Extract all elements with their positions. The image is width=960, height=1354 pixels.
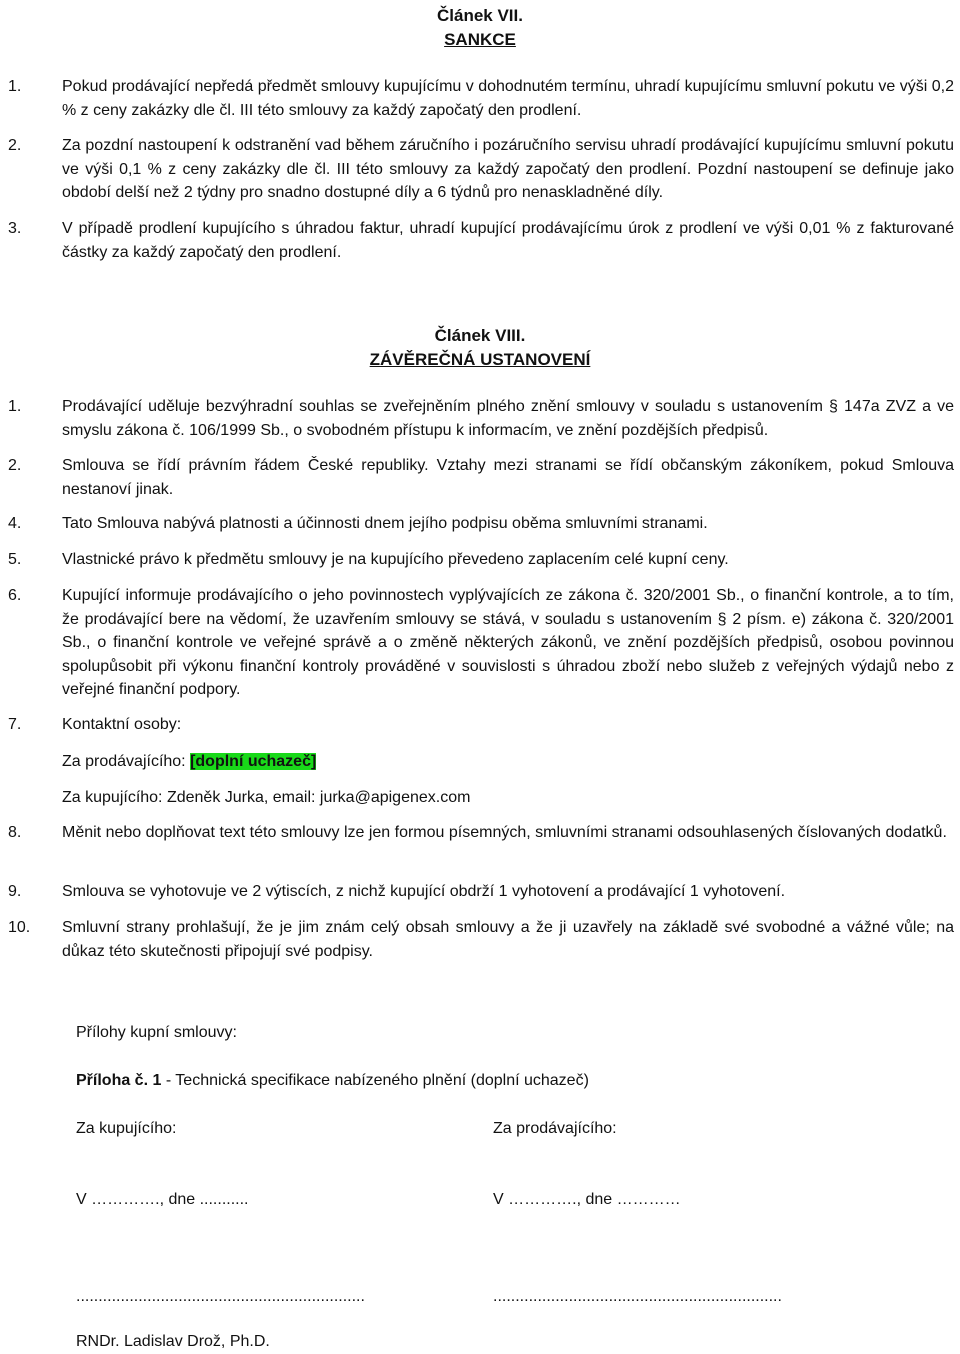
final-item-4	[8, 512, 954, 536]
seller-signature-line: .................................................................	[493, 1288, 782, 1305]
buyer-place-date: V …………., dne ...........	[76, 1191, 249, 1208]
item-number: 1.	[8, 398, 22, 415]
seller-place-date: V …………., dne …………	[493, 1191, 681, 1208]
seller-contact-label: Za prodávajícího:	[62, 753, 191, 770]
final-item-9	[8, 880, 954, 904]
annex-1	[76, 1069, 589, 1093]
item-text: Smlouva se řídí právním řádem České republiky. Vztahy mezi stranami se řídí občanským zákoníkem, pokud Smlouva nestanoví jinak.	[62, 457, 954, 498]
buyer-signature-label: Za kupujícího:	[76, 1120, 177, 1137]
item-text: Vlastnické právo k předmětu smlouvy je na kupujícího převedeno zaplacením celé kupní ceny.	[62, 551, 729, 568]
sankce-item-3	[8, 217, 954, 264]
item-number: 1.	[8, 78, 22, 95]
item-text: Prodávající uděluje bezvýhradní souhlas se zveřejněním plného znění smlouvy v souladu s ustanovením § 147a ZVZ a ve smyslu zákona č. 106/1999 Sb., o svobodném přístupu k informacím, ve znění pozdějších předpisů.	[62, 398, 954, 439]
article-viii-subtitle: ZÁVĚREČNÁ USTANOVENÍ	[369, 350, 591, 369]
item-number: 7.	[8, 716, 22, 733]
item-text: Smluvní strany prohlašují, že je jim znám celý obsah smlouvy a že ji uzavřely na základě své svobodné a vážné vůle; na důkaz této skutečnosti připojují své podpisy.	[62, 919, 954, 960]
item-number: 5.	[8, 551, 22, 568]
item-number: 3.	[8, 220, 22, 237]
item-text: Pokud prodávající nepředá předmět smlouvy kupujícímu v dohodnutém termínu, uhradí kupujícímu smluvní pokutu ve výši 0,2 % z ceny zakázky dle čl. III této smlouvy za každý započatý den prodlení.	[62, 78, 955, 119]
item-number: 9.	[8, 883, 22, 900]
buyer-signature-line: .................................................................	[76, 1288, 365, 1305]
item-text: Tato Smlouva nabývá platnosti a účinnosti dnem jejího podpisu oběma smluvními stranami.	[62, 515, 708, 532]
annex-text: - Technická specifikace nabízeného plnění (doplní uchazeč)	[161, 1072, 589, 1089]
item-text: Za pozdní nastoupení k odstranění vad během záručního i pozáručního servisu uhradí prodávající kupujícímu smluvní pokutu ve výši 0,1 % z ceny zakázky dle čl. III této smlouvy za každý započatý den prodlení. Pozdní nastoupení se definuje jako období delší než 2 týdny pro snadno dostupné díly a 6 týdnů pro nenaskladněné díly.	[62, 137, 954, 201]
seller-signature-label: Za prodávajícího:	[493, 1120, 617, 1137]
buyer-signatory-name: RNDr. Ladislav Drož, Ph.D.	[76, 1333, 270, 1350]
seller-contact	[62, 750, 316, 774]
article-viii-heading	[0, 324, 960, 372]
sankce-item-1	[8, 75, 954, 122]
final-item-10	[8, 916, 954, 963]
final-item-6	[8, 584, 954, 702]
item-number: 2.	[8, 457, 22, 474]
item-number: 10.	[8, 919, 31, 936]
attachments-heading: Přílohy kupní smlouvy:	[76, 1024, 237, 1041]
article-vii-heading	[0, 4, 960, 52]
item-number: 4.	[8, 515, 22, 532]
final-item-8	[8, 821, 954, 845]
item-text: Měnit nebo doplňovat text této smlouvy lze jen formou písemných, smluvními stranami odsouhlasených číslovaných dodatků.	[62, 824, 947, 841]
final-item-7	[8, 713, 954, 737]
final-item-2	[8, 454, 954, 501]
article-viii-title: Článek VIII.	[434, 326, 526, 345]
item-number: 2.	[8, 137, 22, 154]
annex-label: Příloha č. 1	[76, 1072, 162, 1089]
article-vii-title: Článek VII.	[437, 6, 523, 25]
sankce-item-2	[8, 134, 954, 205]
buyer-contact: Za kupujícího: Zdeněk Jurka, email: jurka@apigenex.com	[62, 789, 471, 806]
item-number: 6.	[8, 587, 22, 604]
final-item-1	[8, 395, 954, 442]
item-text: Smlouva se vyhotovuje ve 2 výtiscích, z nichž kupující obdrží 1 vyhotovení a prodávající 1 vyhotovení.	[62, 883, 786, 900]
final-item-5	[8, 548, 954, 572]
item-text: V případě prodlení kupujícího s úhradou faktur, uhradí kupující prodávajícímu úrok z prodlení ve výši 0,01 % z fakturované částky za každý započatý den prodlení.	[62, 220, 954, 261]
item-text: Kupující informuje prodávajícího o jeho povinnostech vyplývajících ze zákona č. 320/2001 Sb., o finanční kontrole, a to tím, že prodávající bere na vědomí, že uzavřením smlouvy se stává, v souladu s ustanovením § 2 písm. e) zákona č. 320/2001 Sb., o finanční kontrole ve veřejné správě a o změně některých zákonů, ve znění pozdějších předpisů, osobou povinnou spolupůsobit při výkonu finanční kontroly prováděné v souvislosti s úhradou zboží nebo služeb z veřejných výdajů nebo z veřejné finanční podpory.	[62, 587, 954, 698]
article-vii-subtitle: SANKCE	[444, 30, 516, 49]
item-number: 8.	[8, 824, 22, 841]
item-text: Kontaktní osoby:	[62, 716, 182, 733]
seller-contact-placeholder: [doplní uchazeč]	[190, 753, 317, 770]
